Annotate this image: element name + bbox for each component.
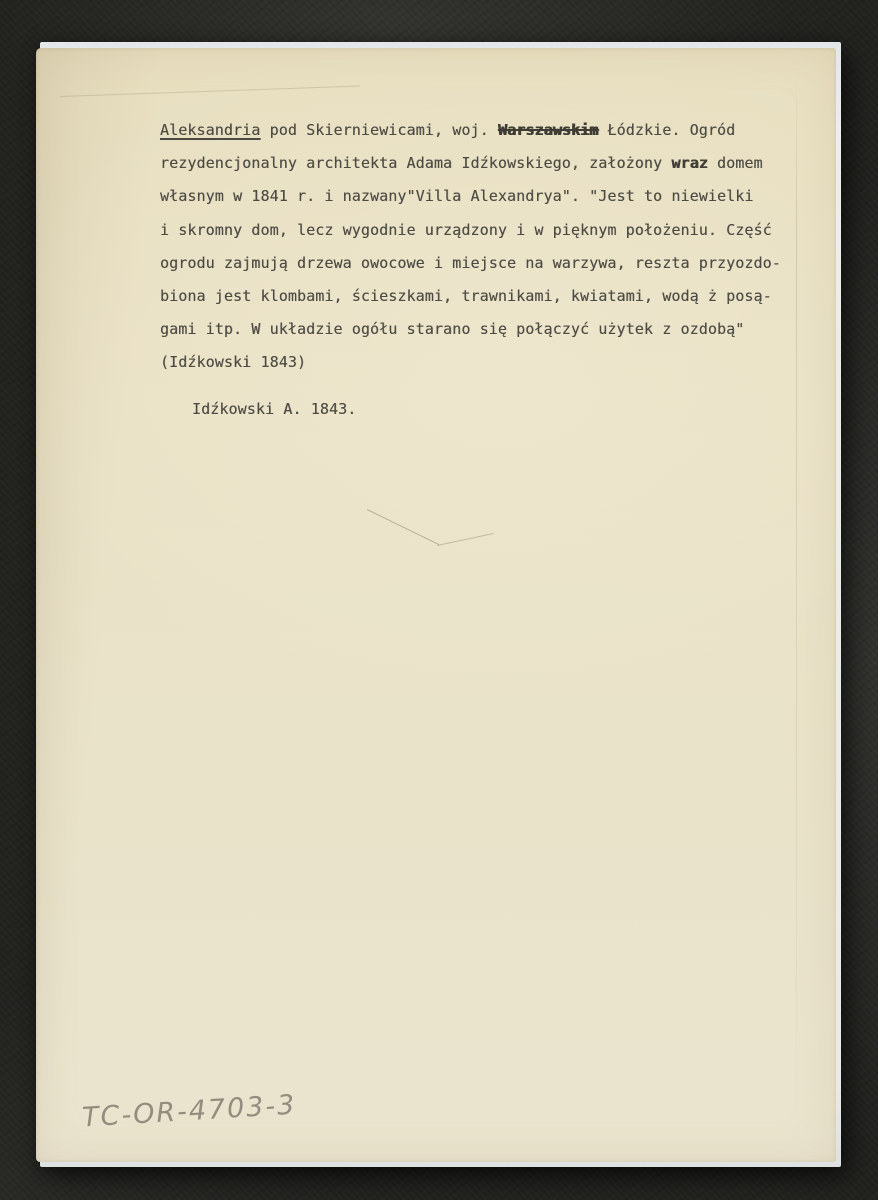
text-segment: biona jest klombami, ścieszkami, trawnikami, kwiatami, wodą ż posą- <box>160 286 772 305</box>
text-segment-struck: Warszawskim <box>497 121 599 139</box>
text-segment: własnym w 1841 r. i nazwany"Villa Alexandrya". "Jest to niewielki <box>160 187 754 206</box>
text-line <box>160 247 800 280</box>
paper-crease <box>367 509 439 545</box>
handwritten-reference: TC-OR-4703-3 <box>81 1089 298 1134</box>
text-segment: pod Skierniewicami, woj. <box>260 121 498 139</box>
paper-crease <box>437 533 494 546</box>
text-segment: i skromny dom, lecz wygodnie urządzony i w pięknym położeniu. Część <box>160 220 772 239</box>
text-segment: domem <box>707 154 763 173</box>
text-line <box>160 214 800 247</box>
text-segment: Łódzkie. Ogród <box>598 121 736 139</box>
text-segment-underline: Aleksandria <box>160 121 261 139</box>
text-line <box>160 346 800 379</box>
text-line <box>160 313 800 346</box>
text-segment: gami itp. W układzie ogółu starano się połączyć użytek z ozdobą" <box>160 320 745 339</box>
text-segment: (Idźkowski 1843) <box>160 353 307 372</box>
document-page <box>36 48 836 1162</box>
citation-line: Idźkowski A. 1843. <box>192 400 357 418</box>
typewritten-text <box>160 114 800 380</box>
text-line <box>160 280 800 313</box>
text-line <box>160 114 800 147</box>
text-segment-bold: wraz <box>671 154 708 173</box>
text-segment: rezydencjonalny architekta Adama Idźkowskiego, założony <box>160 154 672 173</box>
paper-crease <box>60 86 360 97</box>
text-segment: ogrodu zajmują drzewa owocowe i miejsce na warzywa, reszta przyozdo- <box>160 253 781 272</box>
text-line <box>160 147 800 180</box>
text-line <box>160 180 800 213</box>
